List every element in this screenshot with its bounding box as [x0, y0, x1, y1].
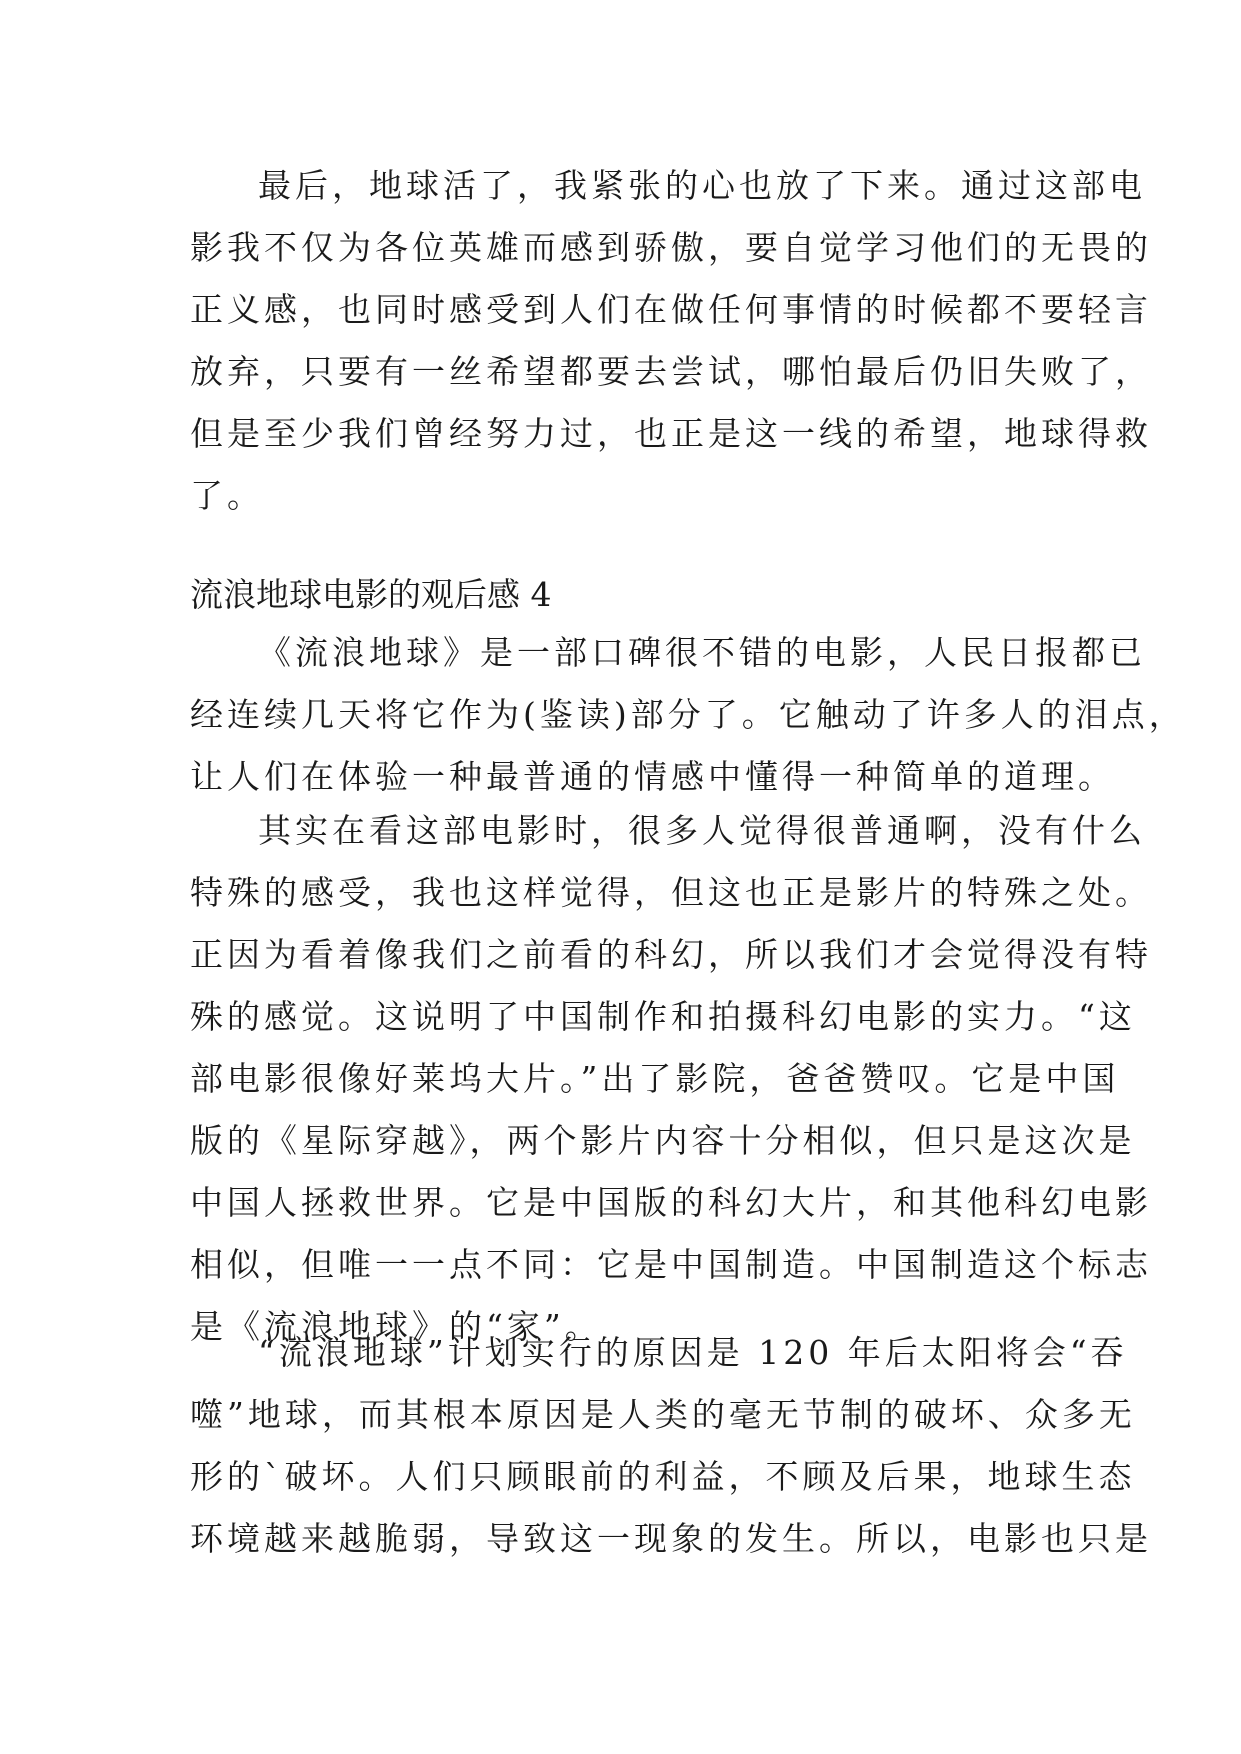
text-line: 让人们在体验一种最普通的情感中懂得一种简单的道理。	[190, 757, 1115, 796]
text-line: 版的《星际穿越》，两个影片内容十分相似，但只是这次是	[190, 1121, 1136, 1160]
text-line: 《流浪地球》是一部口碑很不错的电影，人民日报都已	[258, 633, 1146, 672]
text-line: 部电影很像好莱坞大片。”出了影院，爸爸赞叹。它是中国	[190, 1059, 1120, 1098]
paragraph-intro	[190, 622, 1186, 808]
paragraph-viewing-impression	[190, 800, 1152, 1358]
text-line: 殊的感觉。这说明了中国制作和拍摄科幻电影的实力。“这	[190, 997, 1136, 1036]
text-line: 最后，地球活了，我紧张的心也放了下来。通过这部电	[258, 166, 1146, 205]
text-line: 中国人拯救世界。它是中国版的科幻大片，和其他科幻电影	[190, 1183, 1152, 1222]
text-line: 特殊的感受，我也这样觉得，但这也正是影片的特殊之处。	[190, 873, 1152, 912]
paragraph-ending-reflection	[190, 155, 1152, 527]
text-line: 形的`破坏。人们只顾眼前的利益，不顾及后果，地球生态	[190, 1457, 1136, 1496]
text-line: 环境越来越脆弱，导致这一现象的发生。所以，电影也只是	[190, 1519, 1152, 1558]
text-line: “流浪地球”计划实行的原因是 120 年后太阳将会“吞	[258, 1333, 1128, 1372]
text-line: 放弃，只要有一丝希望都要去尝试，哪怕最后仍旧失败了，	[190, 352, 1152, 391]
text-line: 影我不仅为各位英雄而感到骄傲，要自觉学习他们的无畏的	[190, 228, 1152, 267]
text-line: 是《流浪地球》的“家”。	[190, 1307, 602, 1346]
section-heading-text: 流浪地球电影的观后感 4	[190, 575, 552, 614]
section-heading	[190, 564, 1070, 626]
text-line: 正义感，也同时感受到人们在做任何事情的时候都不要轻言	[190, 290, 1152, 329]
text-line: 噬”地球，而其根本原因是人类的毫无节制的破坏、众多无	[190, 1395, 1136, 1434]
paragraph-plan-reason	[190, 1322, 1152, 1570]
text-line: 相似，但唯一一点不同：它是中国制造。中国制造这个标志	[190, 1245, 1152, 1284]
text-line: 但是至少我们曾经努力过，也正是这一线的希望，地球得救	[190, 414, 1152, 453]
text-line: 其实在看这部电影时，很多人觉得很普通啊，没有什么	[258, 811, 1146, 850]
text-line: 经连续几天将它作为(鉴读)部分了。它触动了许多人的泪点，	[190, 695, 1186, 734]
text-line: 了。	[190, 476, 264, 515]
text-line: 正因为看着像我们之前看的科幻，所以我们才会觉得没有特	[190, 935, 1152, 974]
